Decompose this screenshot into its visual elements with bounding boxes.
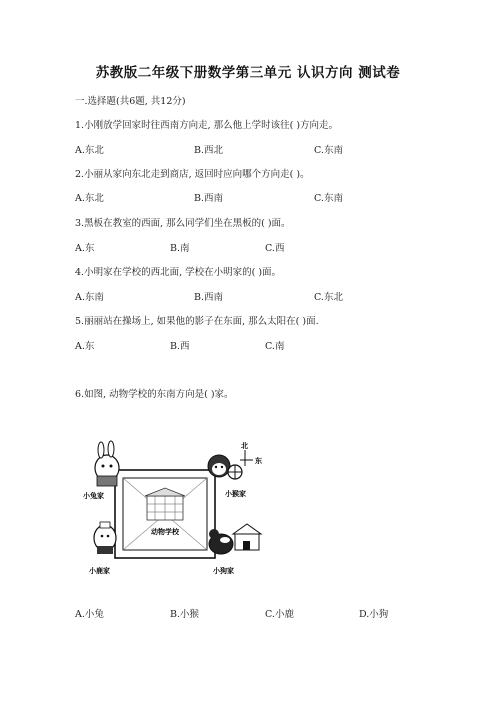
rabbit-label: 小兔家	[83, 492, 104, 500]
q3-option-b[interactable]: B.南	[170, 243, 190, 254]
question-4: 4.小明家在学校的西北面, 学校在小明家的( )面。	[75, 267, 282, 278]
q6-option-d[interactable]: D.小狗	[359, 609, 389, 620]
question-3: 3.黑板在教室的西面, 那么同学们坐在黑板的( )面。	[75, 218, 291, 229]
question-6: 6.如图, 动物学校的东南方向是( )家。	[75, 389, 234, 400]
q2-option-b[interactable]: B.西南	[194, 193, 224, 204]
dog-icon	[209, 529, 233, 554]
q3-option-c[interactable]: C.西	[265, 243, 285, 254]
school-label: 动物学校	[151, 528, 179, 536]
section-heading: 一.选择题(共6题, 共12分)	[75, 96, 186, 107]
q3-option-a[interactable]: A.东	[75, 243, 95, 254]
compass-north: 北	[241, 442, 248, 450]
q1-option-a[interactable]: A.东北	[75, 145, 104, 156]
q1-option-c[interactable]: C.东南	[314, 145, 343, 156]
q5-option-b[interactable]: B.西	[170, 341, 190, 352]
q2-option-c[interactable]: C.东南	[314, 193, 343, 204]
deer-icon	[94, 522, 116, 554]
question-2: 2.小丽从家向东北走到商店, 返回时应向哪个方向走( )。	[75, 169, 310, 180]
compass-east: 东	[255, 457, 262, 465]
q5-option-c[interactable]: C.南	[265, 341, 285, 352]
q1-option-b[interactable]: B.西北	[194, 145, 224, 156]
q4-option-c[interactable]: C.东北	[314, 292, 343, 303]
school-building-icon	[145, 488, 185, 520]
deer-label: 小鹿家	[89, 567, 110, 575]
q2-option-a[interactable]: A.东北	[75, 193, 104, 204]
rabbit-icon	[95, 441, 119, 486]
dog-house-icon	[233, 524, 261, 550]
page-title: 苏教版二年级下册数学第三单元 认识方向 测试卷	[95, 65, 401, 81]
q6-option-a[interactable]: A.小兔	[75, 609, 104, 620]
question-1: 1.小刚放学回家时往西南方向走, 那么他上学时该往( )方向走。	[75, 120, 339, 131]
compass-icon	[240, 450, 253, 466]
animal-school-diagram	[75, 438, 285, 578]
q4-option-a[interactable]: A.东南	[75, 292, 104, 303]
q5-option-a[interactable]: A.东	[75, 341, 95, 352]
question-5: 5.丽丽站在操场上, 如果他的影子在东面, 那么太阳在( )面.	[75, 316, 319, 327]
monkey-icon	[208, 455, 242, 479]
q4-option-b[interactable]: B.西南	[194, 292, 224, 303]
dog-label: 小狗家	[213, 567, 234, 575]
monkey-label: 小猴家	[225, 490, 246, 498]
q6-option-b[interactable]: B.小猴	[170, 609, 200, 620]
q6-option-c[interactable]: C.小鹿	[265, 609, 294, 620]
